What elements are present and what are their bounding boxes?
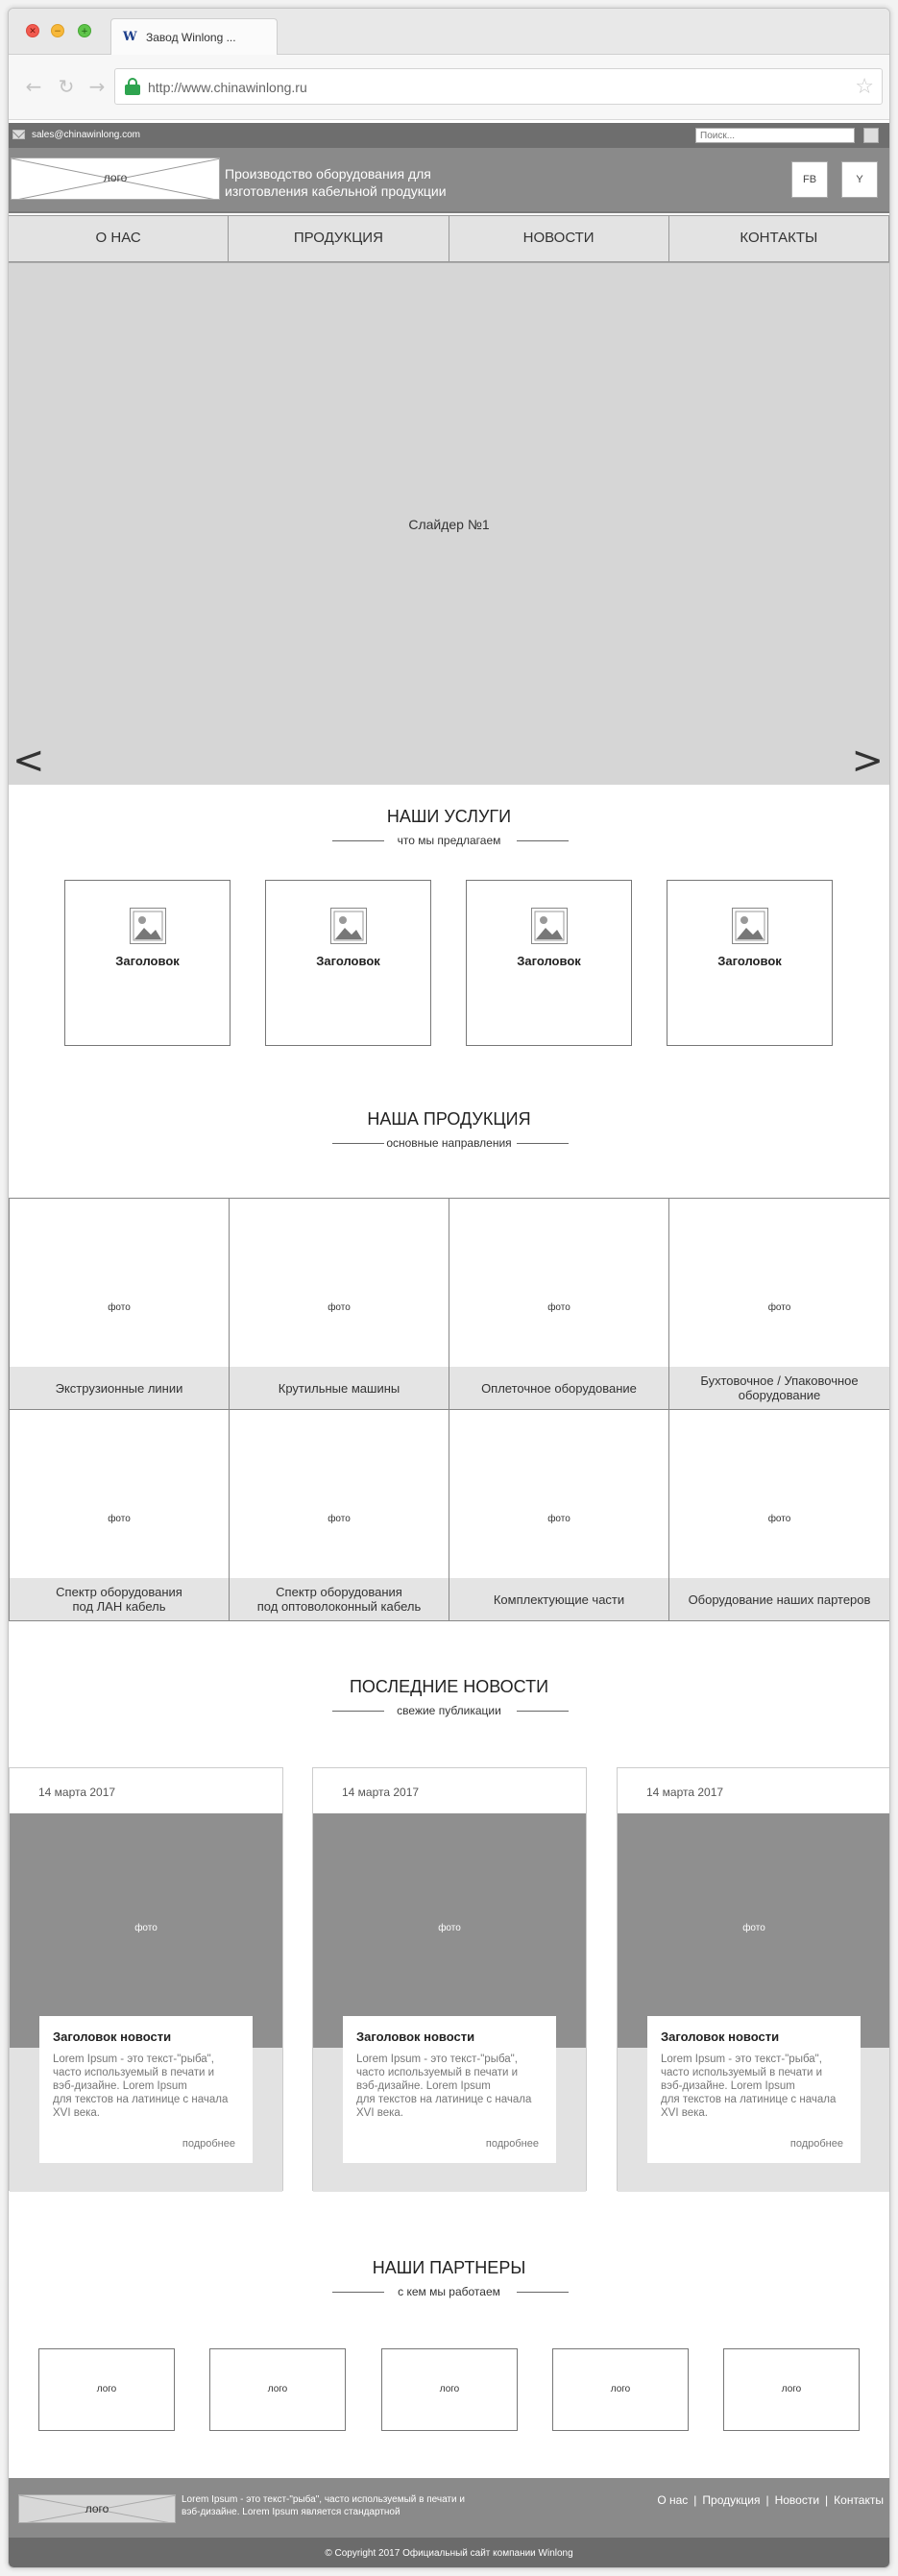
services-title: НАШИ УСЛУГИ: [386, 807, 512, 826]
service-card[interactable]: [265, 880, 431, 1046]
photo-label: фото: [108, 1514, 131, 1524]
url-field[interactable]: [114, 68, 883, 105]
footer-text-line: вэб-дизайне. Lorem Ipsum является стандартной: [182, 2507, 400, 2517]
photo-label: фото: [438, 1923, 461, 1933]
news-body-line: Lorem Ipsum - это текст-"рыба",: [661, 2054, 822, 2065]
news-image: [313, 1813, 586, 2048]
nav-item-contacts[interactable]: КОНТАКТЫ: [668, 215, 889, 262]
product-category-title: [449, 1367, 668, 1409]
product-category-card[interactable]: [668, 1198, 890, 1410]
browser-tab-strip: [9, 9, 889, 55]
news-subtitle: свежие публикации: [397, 1704, 501, 1717]
product-title-line: Бухтовочное / Упаковочное: [700, 1373, 859, 1388]
footer-link-contacts[interactable]: Контакты: [834, 2493, 884, 2507]
partner-logo[interactable]: лого: [723, 2348, 860, 2431]
forward-arrow-icon[interactable]: →: [88, 75, 106, 98]
news-date: 14 марта 2017: [646, 1786, 724, 1799]
news-body-line: Lorem Ipsum - это текст-"рыба",: [53, 2054, 214, 2065]
product-category-title: [669, 1578, 889, 1620]
product-title-line: Спектр оборудования: [56, 1585, 182, 1599]
photo-label: фото: [742, 1923, 765, 1933]
read-more-link[interactable]: подробнее: [485, 2138, 539, 2150]
image-placeholder-icon: [732, 908, 768, 944]
partner-logo[interactable]: лого: [38, 2348, 175, 2431]
slider-caption: Слайдер №1: [408, 517, 490, 532]
news-card[interactable]: [312, 1767, 587, 2191]
news-headline: Заголовок новости: [53, 2029, 172, 2044]
news-body-line: вэб-дизайне. Lorem Ipsum: [661, 2080, 795, 2092]
news-date: 14 марта 2017: [342, 1786, 420, 1799]
partner-logo[interactable]: лого: [381, 2348, 518, 2431]
product-category-title-text: [257, 1585, 421, 1614]
maximize-window-icon[interactable]: +: [78, 24, 91, 37]
product-category-title-text: [481, 1381, 637, 1396]
product-title-line: под оптоволоконный кабель: [256, 1599, 422, 1614]
minimize-window-icon[interactable]: −: [51, 24, 64, 37]
read-more-link[interactable]: подробнее: [789, 2138, 843, 2150]
product-category-card[interactable]: [449, 1409, 669, 1621]
service-title: Заголовок: [717, 954, 782, 968]
service-title: Заголовок: [517, 954, 581, 968]
facebook-button[interactable]: FB: [791, 161, 828, 198]
link-separator: |: [765, 2493, 769, 2507]
partner-logo[interactable]: лого: [552, 2348, 689, 2431]
product-category-card[interactable]: [668, 1409, 890, 1621]
service-card[interactable]: [64, 880, 231, 1046]
main-navigation: [9, 215, 889, 263]
product-category-title: [449, 1578, 668, 1620]
close-window-icon[interactable]: ✕: [26, 24, 39, 37]
news-image: [618, 1813, 890, 2048]
news-body: [356, 2053, 539, 2120]
footer-links: [657, 2493, 884, 2507]
news-body-line: вэб-дизайне. Lorem Ipsum: [53, 2080, 187, 2092]
news-excerpt: [343, 2016, 556, 2163]
product-category-title-text: [56, 1585, 182, 1614]
service-title: Заголовок: [316, 954, 380, 968]
product-category-title-text: [279, 1381, 400, 1396]
partners-title: НАШИ ПАРТНЕРЫ: [372, 2258, 526, 2277]
product-title-line: под ЛАН кабель: [72, 1599, 166, 1614]
youtube-button[interactable]: Y: [841, 161, 878, 198]
product-title-line: Крутильные машины: [278, 1380, 400, 1396]
services-subtitle: что мы предлагаем: [397, 834, 501, 847]
product-category-title: [230, 1578, 449, 1620]
product-category-card[interactable]: [229, 1198, 449, 1410]
news-body: [661, 2053, 843, 2120]
back-arrow-icon[interactable]: ←: [25, 75, 42, 98]
address-bar: [9, 55, 889, 120]
news-card[interactable]: [617, 1767, 890, 2191]
footer-description: [182, 2493, 508, 2518]
product-category-card[interactable]: [449, 1198, 669, 1410]
news-body-line: часто используемый в печати и: [53, 2067, 215, 2078]
news-body: [53, 2053, 235, 2120]
photo-label: фото: [328, 1514, 351, 1524]
photo-label: фото: [547, 1514, 570, 1524]
link-separator: |: [825, 2493, 829, 2507]
hero-slider: [9, 263, 889, 785]
footer-text-line: Lorem Ipsum - это текст-"рыба", часто используемый в печати и: [182, 2494, 465, 2505]
product-category-title: [669, 1367, 889, 1409]
news-headline: Заголовок новости: [661, 2029, 780, 2044]
link-separator: |: [693, 2493, 697, 2507]
photo-label: фото: [108, 1302, 131, 1313]
service-title: Заголовок: [115, 954, 180, 968]
news-headline: Заголовок новости: [356, 2029, 475, 2044]
lock-icon: [125, 78, 140, 95]
product-category-title-text: [56, 1381, 183, 1396]
footer-link-about[interactable]: О нас: [657, 2493, 689, 2507]
footer-link-news[interactable]: Новости: [774, 2493, 820, 2507]
news-title: ПОСЛЕДНИЕ НОВОСТИ: [349, 1677, 549, 1696]
products-subtitle: основные направления: [386, 1136, 512, 1150]
image-placeholder-icon: [130, 908, 166, 944]
reload-icon[interactable]: ↻: [58, 75, 75, 98]
photo-label: фото: [134, 1923, 158, 1933]
search-button-icon[interactable]: [863, 128, 879, 143]
photo-label: фото: [767, 1302, 791, 1313]
site-footer: [9, 2478, 889, 2538]
photo-label: фото: [767, 1514, 791, 1524]
product-category-card[interactable]: [9, 1198, 230, 1410]
news-image: [10, 1813, 282, 2048]
browser-window: [8, 8, 890, 2568]
slider-prev-arrow-icon[interactable]: <: [12, 739, 45, 783]
product-title-line: Оплеточное оборудование: [481, 1380, 637, 1396]
product-category-title-text: [689, 1592, 871, 1607]
site-topbar: [9, 123, 889, 148]
slider-next-arrow-icon[interactable]: >: [851, 739, 884, 783]
product-title-line: Комплектующие части: [493, 1592, 625, 1607]
product-category-title-text: [700, 1373, 858, 1402]
products-title: НАША ПРОДУКЦИЯ: [367, 1109, 531, 1129]
site-tagline: [225, 165, 447, 200]
news-body-line: XVI века.: [356, 2107, 403, 2119]
nav-item-news[interactable]: НОВОСТИ: [449, 215, 669, 262]
mail-icon: [12, 130, 25, 139]
product-title-line: Экструзионные линии: [55, 1380, 183, 1396]
product-category-title: [230, 1367, 449, 1409]
product-category-title: [10, 1367, 229, 1409]
news-excerpt: [647, 2016, 861, 2163]
product-title-line: Спектр оборудования: [276, 1585, 402, 1599]
site-favicon-icon: W: [123, 30, 137, 44]
news-body-line: для текстов на латинице с начала: [661, 2094, 837, 2105]
browser-tab[interactable]: [110, 18, 278, 55]
footer-link-products[interactable]: Продукция: [702, 2493, 761, 2507]
url-text: http://www.chinawinlong.ru: [148, 80, 307, 95]
tagline-line: изготовления кабельной продукции: [225, 183, 447, 199]
read-more-link[interactable]: подробнее: [182, 2138, 235, 2150]
news-card[interactable]: [9, 1767, 283, 2191]
nav-item-about[interactable]: О НАС: [8, 215, 229, 262]
copyright: © Copyright 2017 Официальный сайт компании Winlong: [9, 2538, 889, 2568]
partners-subtitle: с кем мы работаем: [398, 2285, 500, 2298]
site-logo[interactable]: [11, 158, 220, 200]
news-body-line: XVI века.: [661, 2107, 708, 2119]
tab-title: Завод Winlong ...: [146, 31, 236, 44]
photo-label: фото: [547, 1302, 570, 1313]
photo-label: фото: [328, 1302, 351, 1313]
nav-item-products[interactable]: ПРОДУКЦИЯ: [228, 215, 449, 262]
news-body-line: вэб-дизайне. Lorem Ipsum: [356, 2080, 491, 2092]
product-category-title: [10, 1578, 229, 1620]
site-search-input[interactable]: [695, 128, 855, 143]
contact-email[interactable]: sales@chinawinlong.com: [32, 130, 140, 140]
news-body-line: часто используемый в печати и: [661, 2067, 823, 2078]
image-placeholder-icon: [330, 908, 367, 944]
product-category-title-text: [494, 1592, 624, 1607]
news-date: 14 марта 2017: [38, 1786, 116, 1799]
service-card[interactable]: [667, 880, 833, 1046]
bookmark-star-icon[interactable]: ☆: [855, 75, 874, 99]
news-body-line: XVI века.: [53, 2107, 100, 2119]
news-excerpt: [39, 2016, 253, 2163]
news-body-line: Lorem Ipsum - это текст-"рыба",: [356, 2054, 518, 2065]
partner-logo[interactable]: лого: [209, 2348, 346, 2431]
news-body-line: часто используемый в печати и: [356, 2067, 519, 2078]
service-card[interactable]: [466, 880, 632, 1046]
product-title-line: Оборудование наших партеров: [688, 1592, 871, 1607]
news-body-line: для текстов на латинице с начала: [53, 2094, 229, 2105]
product-title-line: оборудование: [738, 1388, 821, 1402]
logo-label: лого: [103, 171, 128, 184]
news-body-line: для текстов на латинице с начала: [356, 2094, 532, 2105]
product-category-card[interactable]: [229, 1409, 449, 1621]
tagline-line: Производство оборудования для: [225, 166, 431, 182]
product-category-card[interactable]: [9, 1409, 230, 1621]
site-header: [9, 148, 889, 213]
footer-logo[interactable]: [18, 2494, 176, 2523]
footer-logo-label: лого: [85, 2502, 109, 2515]
image-placeholder-icon: [531, 908, 568, 944]
